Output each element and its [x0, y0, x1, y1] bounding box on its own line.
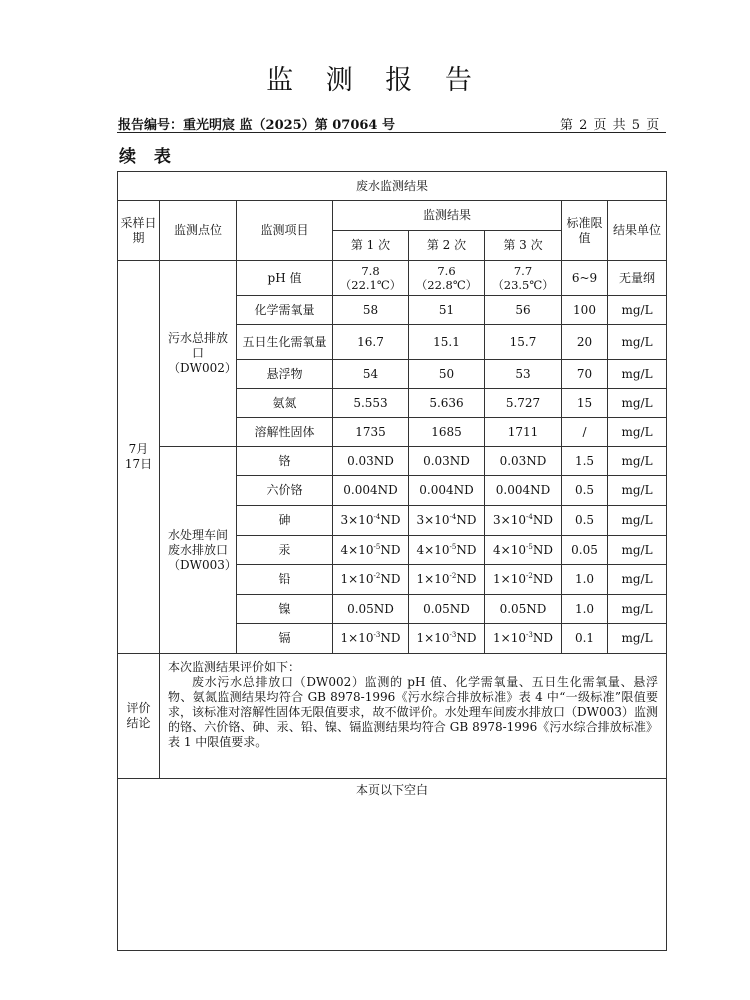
unit-cell: mg/L: [608, 325, 667, 360]
result-cell: $1\times 10^{-3}ND$: [333, 624, 409, 654]
result-cell: 1685: [409, 418, 485, 447]
result-cell: 5.636: [409, 389, 485, 418]
result-cell: 0.03ND: [485, 447, 562, 476]
header-unit: 结果单位: [608, 201, 667, 261]
result-cell: $4\times 10^{-5}ND$: [409, 536, 485, 565]
header-date: 采样日期: [118, 201, 160, 261]
header-row-1: [118, 201, 667, 231]
header-item: 监测项目: [237, 201, 333, 261]
result-cell: 0.03ND: [333, 447, 409, 476]
unit-cell: mg/L: [608, 624, 667, 654]
limit-cell: 6~9: [562, 261, 608, 296]
unit-cell: 无量纲: [608, 261, 667, 296]
result-cell: $4\times 10^{-5}ND$: [485, 536, 562, 565]
point-dw002: 污水总排放口（DW002）: [160, 261, 237, 447]
limit-cell: 0.5: [562, 506, 608, 536]
result-cell: $3\times 10^{-4}ND$: [409, 506, 485, 536]
unit-cell: mg/L: [608, 389, 667, 418]
result-cell: $3\times 10^{-4}ND$: [485, 506, 562, 536]
item-cell: 镍: [237, 595, 333, 624]
item-cell: 溶解性固体: [237, 418, 333, 447]
result-cell: 58: [333, 296, 409, 325]
report-number: 报告编号：重光明宸 监（2025）第 07064 号: [118, 118, 395, 133]
limit-cell: /: [562, 418, 608, 447]
evaluation-intro: 本次监测结果评价如下：: [168, 660, 301, 674]
result-cell: 5.553: [333, 389, 409, 418]
item-cell: 悬浮物: [237, 360, 333, 389]
unit-cell: mg/L: [608, 476, 667, 506]
result-cell: 0.03ND: [409, 447, 485, 476]
result-cell: 16.7: [333, 325, 409, 360]
item-cell: 镉: [237, 624, 333, 654]
limit-cell: 0.05: [562, 536, 608, 565]
limit-cell: 1.0: [562, 595, 608, 624]
result-cell: 15.7: [485, 325, 562, 360]
table-row: [118, 447, 667, 476]
header-run-2: 第 2 次: [409, 231, 485, 261]
item-cell: 汞: [237, 536, 333, 565]
unit-cell: mg/L: [608, 447, 667, 476]
result-cell: 15.1: [409, 325, 485, 360]
item-cell: 铅: [237, 565, 333, 595]
point-dw003: 水处理车间废水排放口（DW003）: [160, 447, 237, 654]
unit-cell: mg/L: [608, 418, 667, 447]
item-cell: 氨氮: [237, 389, 333, 418]
result-cell: 0.004ND: [409, 476, 485, 506]
header-point: 监测点位: [160, 201, 237, 261]
result-cell: 0.004ND: [333, 476, 409, 506]
result-cell: 54: [333, 360, 409, 389]
result-cell: 1735: [333, 418, 409, 447]
item-cell: pH 值: [237, 261, 333, 296]
result-cell: $1\times 10^{-2}ND$: [485, 565, 562, 595]
unit-cell: mg/L: [608, 565, 667, 595]
header-run-3: 第 3 次: [485, 231, 562, 261]
result-cell: 1711: [485, 418, 562, 447]
result-cell: 0.05ND: [409, 595, 485, 624]
result-cell: 50: [409, 360, 485, 389]
table-row: [118, 261, 667, 296]
monitoring-results-table: [117, 171, 667, 951]
blank-note: 本页以下空白: [118, 779, 667, 951]
result-cell: 56: [485, 296, 562, 325]
limit-cell: 100: [562, 296, 608, 325]
item-cell: 五日生化需氧量: [237, 325, 333, 360]
result-cell: 51: [409, 296, 485, 325]
item-cell: 六价铬: [237, 476, 333, 506]
table-title-row: [118, 172, 667, 201]
item-cell: 砷: [237, 506, 333, 536]
table-title: 废水监测结果: [118, 172, 667, 201]
page-info: 第 2 页 共 5 页: [560, 118, 661, 133]
result-cell: 5.727: [485, 389, 562, 418]
result-cell: $4\times 10^{-5}ND$: [333, 536, 409, 565]
sampling-date: 7月17日: [118, 261, 160, 654]
result-cell: $1\times 10^{-3}ND$: [485, 624, 562, 654]
limit-cell: 15: [562, 389, 608, 418]
result-cell: 7.8 （22.1℃）: [333, 261, 409, 296]
unit-cell: mg/L: [608, 595, 667, 624]
result-cell: $1\times 10^{-3}ND$: [409, 624, 485, 654]
result-cell: 0.05ND: [485, 595, 562, 624]
limit-cell: 70: [562, 360, 608, 389]
item-cell: 铬: [237, 447, 333, 476]
evaluation-label: 评价结论: [118, 654, 160, 779]
result-cell: 7.7 （23.5℃）: [485, 261, 562, 296]
evaluation-text: [160, 654, 667, 779]
limit-cell: 1.0: [562, 565, 608, 595]
continued-label: 续 表: [119, 147, 177, 167]
page-title: 监 测 报 告: [266, 65, 484, 96]
result-cell: 53: [485, 360, 562, 389]
unit-cell: mg/L: [608, 536, 667, 565]
item-cell: 化学需氧量: [237, 296, 333, 325]
header-rule: [117, 132, 666, 133]
limit-cell: 0.5: [562, 476, 608, 506]
limit-cell: 1.5: [562, 447, 608, 476]
evaluation-row: [118, 654, 667, 779]
limit-cell: 20: [562, 325, 608, 360]
result-cell: 7.6 （22.8℃）: [409, 261, 485, 296]
unit-cell: mg/L: [608, 296, 667, 325]
unit-cell: mg/L: [608, 360, 667, 389]
result-cell: 0.05ND: [333, 595, 409, 624]
evaluation-body: 废水污水总排放口（DW002）监测的 pH 值、化学需氧量、五日生化需氧量、悬浮物、氨氮监测结果均符合 GB 8978-1996《污水综合排放标准》表 4 中“一级标准”限值要求，该标准对溶解性固体无限值要求，故不做评价。水处理车间废水排放口（DW003）监测的铬、六价铬、砷、汞、铅、镍、镉监测结果均符合 GB 8978-1996《污水综合排放标准》表 1 中限值要求。: [168, 675, 659, 749]
result-cell: $3\times 10^{-4}ND$: [333, 506, 409, 536]
result-cell: $1\times 10^{-2}ND$: [333, 565, 409, 595]
header-limit: 标准限值: [562, 201, 608, 261]
result-cell: $1\times 10^{-2}ND$: [409, 565, 485, 595]
header-run-1: 第 1 次: [333, 231, 409, 261]
header-results: 监测结果: [333, 201, 562, 231]
unit-cell: mg/L: [608, 506, 667, 536]
blank-row: [118, 779, 667, 951]
limit-cell: 0.1: [562, 624, 608, 654]
result-cell: 0.004ND: [485, 476, 562, 506]
